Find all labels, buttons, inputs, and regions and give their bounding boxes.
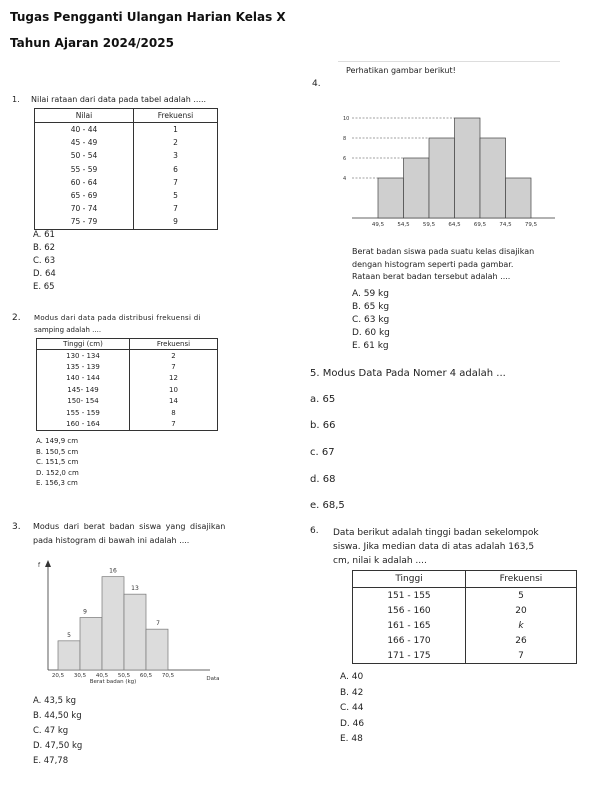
q4-intro: Perhatikan gambar berikut! [346, 66, 456, 75]
q6-text-1: Data berikut adalah tinggi badan sekelompok [333, 528, 539, 538]
q2-cell-interval: 130 - 134 [37, 350, 130, 362]
q2-cell-interval: 145- 149 [37, 384, 130, 395]
histogram-bar [378, 178, 404, 218]
q1-cell-frequency: 3 [134, 149, 218, 162]
q1-cell-frequency: 1 [134, 123, 218, 137]
x-tick-label: 59,5 [422, 222, 436, 228]
q2-row [37, 407, 218, 418]
q1-cell-interval: 50 - 54 [35, 149, 134, 162]
q3-number: 3. [12, 522, 21, 532]
document-title: Tugas Pengganti Ulangan Harian Kelas X [10, 10, 286, 24]
q1-cell-interval: 65 - 69 [35, 189, 134, 202]
q1-cell-frequency: 7 [134, 202, 218, 215]
q1-option-b: B. 62 [33, 243, 56, 253]
q6-option-e: E. 48 [340, 734, 363, 744]
q3-option-a: A. 43,5 kg [33, 696, 77, 706]
q2-option-a: A. 149,9 cm [36, 437, 79, 445]
data-label: 13 [131, 585, 139, 593]
q2-option-d: D. 152,0 cm [36, 468, 79, 477]
x-tick-label: 54,5 [397, 222, 410, 228]
q6-cell-interval: 166 - 170 [353, 633, 466, 648]
q3-text-2: pada histogram di bawah ini adalah .... [33, 536, 190, 545]
histogram-bar [102, 577, 124, 670]
histogram-bar [506, 178, 532, 218]
q2-header-frekuensi: Frekuensi [130, 339, 218, 350]
q5-option-d: d. 68 [310, 474, 336, 485]
q6-header-tinggi: Tinggi [353, 571, 466, 588]
q4-top-rule [338, 61, 560, 62]
q1-header-nilai: Nilai [35, 109, 134, 123]
q3-option-e: E. 47,78 [33, 756, 69, 766]
q6-cell-frequency: k [466, 618, 577, 633]
y-tick-label: 4 [343, 176, 347, 182]
q6-cell-frequency: 5 [466, 588, 577, 604]
q2-row [37, 384, 218, 395]
y-axis-label: f [38, 562, 41, 569]
q1-cell-interval: 55 - 59 [35, 163, 134, 176]
q2-row [37, 361, 218, 372]
q1-number: 1. [12, 95, 20, 104]
q1-row [35, 176, 218, 189]
q1-options [33, 229, 56, 294]
q1-row [35, 163, 218, 176]
q6-cell-interval: 161 - 165 [353, 618, 466, 633]
x-tick-label: 20,5 [51, 673, 65, 679]
q6-row [353, 633, 577, 648]
q3-option-c: C. 47 kg [33, 726, 69, 736]
q2-table [36, 338, 218, 431]
q6-option-a: A. 40 [340, 672, 364, 682]
q6-number: 6. [310, 526, 319, 536]
q5-option-c: c. 67 [310, 447, 335, 458]
data-label: 9 [83, 608, 87, 616]
q1-row [35, 149, 218, 162]
q6-table-body [353, 588, 577, 664]
q3-option-d: D. 47,50 kg [33, 741, 83, 751]
x-axis-label: Berat badan (kg) [89, 679, 137, 685]
q2-option-e: E. 156,3 cm [36, 479, 78, 487]
histogram-bar [80, 618, 102, 671]
x-tick-label: 64,5 [448, 222, 461, 228]
q2-cell-frequency: 12 [130, 373, 218, 384]
q4-option-b: B. 65 kg [352, 302, 390, 312]
q1-row [35, 189, 218, 202]
q5-text: 5. Modus Data Pada Nomer 4 adalah ... [310, 368, 506, 379]
x-tick-label: 60,5 [139, 673, 153, 679]
q2-options [36, 436, 79, 489]
histogram-bar [480, 138, 506, 218]
q3-options [33, 694, 82, 769]
x-tick-label: 74,5 [499, 222, 512, 228]
q2-cell-frequency: 10 [130, 384, 218, 395]
data-label: 16 [109, 567, 117, 575]
q4-text [352, 246, 534, 284]
data-label: 7 [156, 620, 160, 628]
q2-option-c: C. 151,5 cm [36, 458, 79, 466]
q2-cell-frequency: 14 [130, 396, 218, 407]
q2-cell-interval: 160 - 164 [37, 418, 130, 430]
q6-row [353, 603, 577, 618]
histogram-bar [124, 594, 146, 670]
q4-option-c: C. 63 kg [352, 315, 390, 325]
q2-header-tinggi: Tinggi (cm) [37, 339, 130, 350]
q2-row [37, 396, 218, 407]
q3-option-b: B. 44,50 kg [33, 711, 82, 721]
q1-cell-interval: 70 - 74 [35, 202, 134, 215]
q1-cell-interval: 60 - 64 [35, 176, 134, 189]
y-tick-label: 8 [343, 136, 347, 142]
histogram-bar [58, 641, 80, 670]
histogram-bar [455, 118, 481, 218]
q6-cell-interval: 171 - 175 [353, 648, 466, 664]
q1-cell-interval: 45 - 49 [35, 136, 134, 149]
q3-histogram [30, 555, 240, 690]
data-label: 5 [67, 631, 71, 639]
q1-cell-frequency: 2 [134, 136, 218, 149]
histogram-bar [404, 158, 430, 218]
q6-option-c: C. 44 [340, 703, 364, 713]
q1-text: Nilai rataan dari data pada tabel adalah ..... [31, 95, 207, 104]
q2-cell-frequency: 7 [130, 361, 218, 372]
q2-text-1: Modus dari data pada distribusi frekuensi di [34, 314, 201, 322]
q2-cell-frequency: 2 [130, 350, 218, 362]
q1-cell-frequency: 9 [134, 215, 218, 229]
q2-cell-interval: 135 - 139 [37, 361, 130, 372]
q6-cell-frequency: 26 [466, 633, 577, 648]
x-tick-label: 70,5 [161, 673, 175, 679]
q2-cell-interval: 140 - 144 [37, 373, 130, 384]
x-tick-label: 50,5 [117, 673, 131, 679]
x-tick-label: 40,5 [95, 673, 109, 679]
q2-option-b: B. 150,5 cm [36, 447, 79, 456]
q1-row [35, 123, 218, 137]
q1-row [35, 136, 218, 149]
q5-option-e: e. 68,5 [310, 500, 345, 511]
q6-table [352, 570, 577, 664]
x-tick-label: 49,5 [371, 222, 385, 228]
q1-cell-interval: 75 - 79 [35, 215, 134, 229]
q4-options [352, 288, 390, 353]
q6-option-d: D. 46 [340, 718, 365, 729]
x-tick-label: 30,5 [73, 673, 87, 679]
q6-cell-frequency: 20 [466, 603, 577, 618]
q6-options [340, 670, 364, 748]
x-tick-label: 79,5 [524, 222, 538, 228]
q1-cell-frequency: 5 [134, 189, 218, 202]
q6-row [353, 588, 577, 604]
q1-option-e: E. 65 [33, 282, 55, 292]
q1-option-c: C. 63 [33, 256, 56, 266]
x-tick-label: 69,5 [473, 222, 487, 228]
q1-option-d: D. 64 [33, 269, 56, 279]
q5-option-a: a. 65 [310, 394, 336, 405]
histogram-bar [146, 629, 168, 670]
q1-cell-frequency: 6 [134, 163, 218, 176]
q2-row [37, 350, 218, 362]
q1-cell-interval: 40 - 44 [35, 123, 134, 137]
q6-cell-interval: 156 - 160 [353, 603, 466, 618]
q4-histogram [330, 100, 565, 238]
histogram-bar [429, 138, 455, 218]
q2-cell-frequency: 7 [130, 418, 218, 430]
q2-row [37, 373, 218, 384]
q4-option-d: D. 60 kg [352, 328, 390, 338]
q4-number: 4. [312, 79, 321, 89]
q3-text-1: Modus dari berat badan siswa yang disajikan [33, 522, 226, 531]
y-tick-label: 10 [343, 116, 350, 122]
q4-option-e: E. 61 kg [352, 341, 389, 351]
q2-cell-interval: 150- 154 [37, 396, 130, 407]
q6-row [353, 618, 577, 633]
q2-row [37, 418, 218, 430]
q6-text-3: cm, nilai k adalah .... [333, 556, 427, 566]
q6-option-b: B. 42 [340, 687, 364, 698]
q1-row [35, 202, 218, 215]
q1-table [34, 108, 218, 230]
q6-text [333, 526, 593, 568]
q2-cell-interval: 155 - 159 [37, 407, 130, 418]
q4-text-3: Rataan berat badan tersebut adalah .... [352, 272, 511, 281]
q1-option-a: A. 61 [33, 230, 55, 240]
q1-table-body [35, 123, 218, 230]
q2-text-2: samping adalah .... [34, 326, 102, 334]
q4-text-2: dengan histogram seperti pada gambar. [352, 259, 514, 269]
q6-row [353, 648, 577, 664]
q2-cell-frequency: 8 [130, 407, 218, 418]
q6-text-2: siswa. Jika median data di atas adalah 163,5 [333, 542, 535, 552]
document-subtitle: Tahun Ajaran 2024/2025 [10, 36, 174, 50]
q1-header-frekuensi: Frekuensi [134, 109, 218, 123]
q1-cell-frequency: 7 [134, 176, 218, 189]
q6-header-frekuensi: Frekuensi [466, 571, 577, 588]
q4-text-1: Berat badan siswa pada suatu kelas disajikan [352, 247, 535, 256]
y-axis-arrow [45, 560, 51, 567]
x-axis-end-label: Data [206, 676, 220, 682]
q6-cell-frequency: 7 [466, 648, 577, 664]
q5-option-b: b. 66 [310, 420, 336, 431]
q2-number: 2. [12, 313, 21, 323]
y-tick-label: 6 [343, 156, 347, 162]
q6-cell-interval: 151 - 155 [353, 588, 466, 604]
q4-option-a: A. 59 kg [352, 289, 389, 299]
q1-row [35, 215, 218, 229]
q2-table-body [37, 350, 218, 431]
